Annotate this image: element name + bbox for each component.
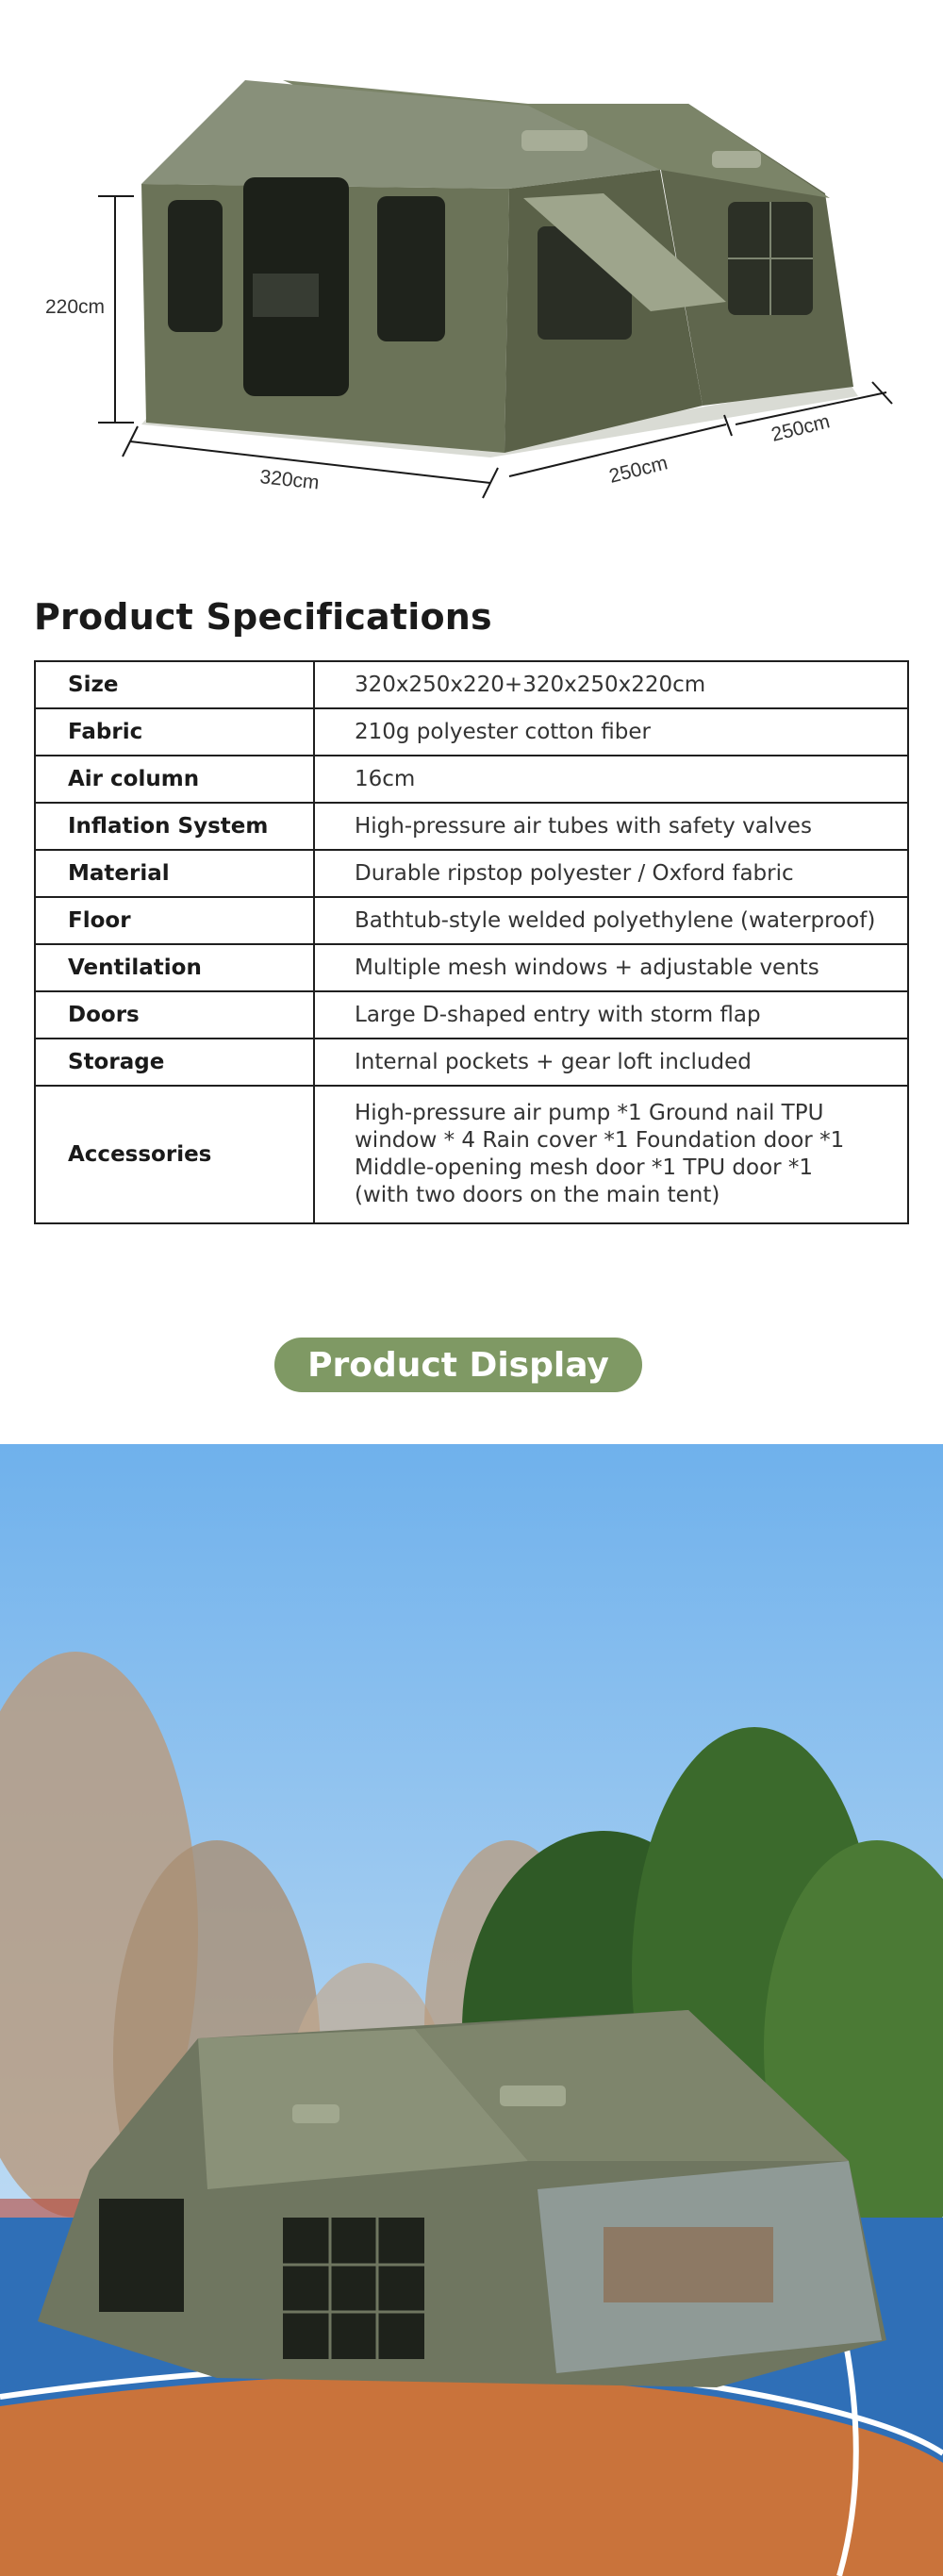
accessories-line: (with two doors on the main tent) bbox=[355, 1183, 720, 1207]
spec-table bbox=[34, 660, 909, 1224]
section-title-product-display: Product Display bbox=[274, 1338, 642, 1392]
spec-label: Floor bbox=[35, 897, 314, 944]
height-dimension-label: 220cm bbox=[45, 296, 106, 318]
spec-value: Large D-shaped entry with storm flap bbox=[314, 991, 908, 1039]
spec-row-air-column bbox=[35, 756, 908, 803]
spec-value: High-pressure air tubes with safety valves bbox=[314, 803, 908, 850]
spec-label: Fabric bbox=[35, 708, 314, 756]
spec-value-multiline bbox=[314, 1086, 908, 1223]
spec-value: 320x250x220+320x250x220cm bbox=[314, 661, 908, 708]
roof-vent bbox=[521, 130, 587, 151]
spec-value: 16cm bbox=[314, 756, 908, 803]
spec-row-size bbox=[35, 661, 908, 708]
spec-label: Doors bbox=[35, 991, 314, 1039]
spec-value: Bathtub-style welded polyethylene (waterproof) bbox=[314, 897, 908, 944]
spec-label: Storage bbox=[35, 1039, 314, 1086]
spec-label: Inflation System bbox=[35, 803, 314, 850]
spec-label: Size bbox=[35, 661, 314, 708]
roof-vent bbox=[500, 2086, 566, 2106]
tent-product-photo bbox=[0, 1444, 943, 2576]
spec-row-inflation-system bbox=[35, 803, 908, 850]
spec-row-material bbox=[35, 850, 908, 897]
interior-furniture bbox=[604, 2227, 773, 2302]
spec-label: Material bbox=[35, 850, 314, 897]
spec-row-accessories bbox=[35, 1086, 908, 1223]
tent-window bbox=[377, 196, 445, 341]
tent-window bbox=[168, 200, 223, 332]
spec-value: Multiple mesh windows + adjustable vents bbox=[314, 944, 908, 991]
spec-row-fabric bbox=[35, 708, 908, 756]
tent-window bbox=[283, 2218, 424, 2359]
door-mesh bbox=[253, 274, 319, 317]
spec-label: Accessories bbox=[35, 1086, 314, 1223]
spec-value: Internal pockets + gear loft included bbox=[314, 1039, 908, 1086]
tent-window bbox=[99, 2199, 184, 2312]
depth-dimension-label: 250cm bbox=[606, 452, 670, 488]
spec-value: Durable ripstop polyester / Oxford fabric bbox=[314, 850, 908, 897]
spec-label: Ventilation bbox=[35, 944, 314, 991]
spec-label: Air column bbox=[35, 756, 314, 803]
accessories-line: window * 4 Rain cover *1 Foundation door *1 bbox=[355, 1128, 845, 1153]
spec-row-storage bbox=[35, 1039, 908, 1086]
width-dimension-label: 320cm bbox=[258, 466, 321, 494]
accessories-line: High-pressure air pump *1 Ground nail TPU bbox=[355, 1101, 824, 1125]
roof-vent bbox=[292, 2104, 339, 2123]
spec-row-ventilation bbox=[35, 944, 908, 991]
roof-vent bbox=[712, 151, 761, 168]
spec-row-doors bbox=[35, 991, 908, 1039]
tent-dimension-illustration bbox=[0, 0, 943, 528]
depth-dimension-label-2: 250cm bbox=[769, 410, 833, 446]
section-title-specifications: Product Specifications bbox=[34, 596, 492, 638]
accessories-line: Middle-opening mesh door *1 TPU door *1 bbox=[355, 1155, 814, 1180]
spec-value: 210g polyester cotton fiber bbox=[314, 708, 908, 756]
spec-row-floor bbox=[35, 897, 908, 944]
